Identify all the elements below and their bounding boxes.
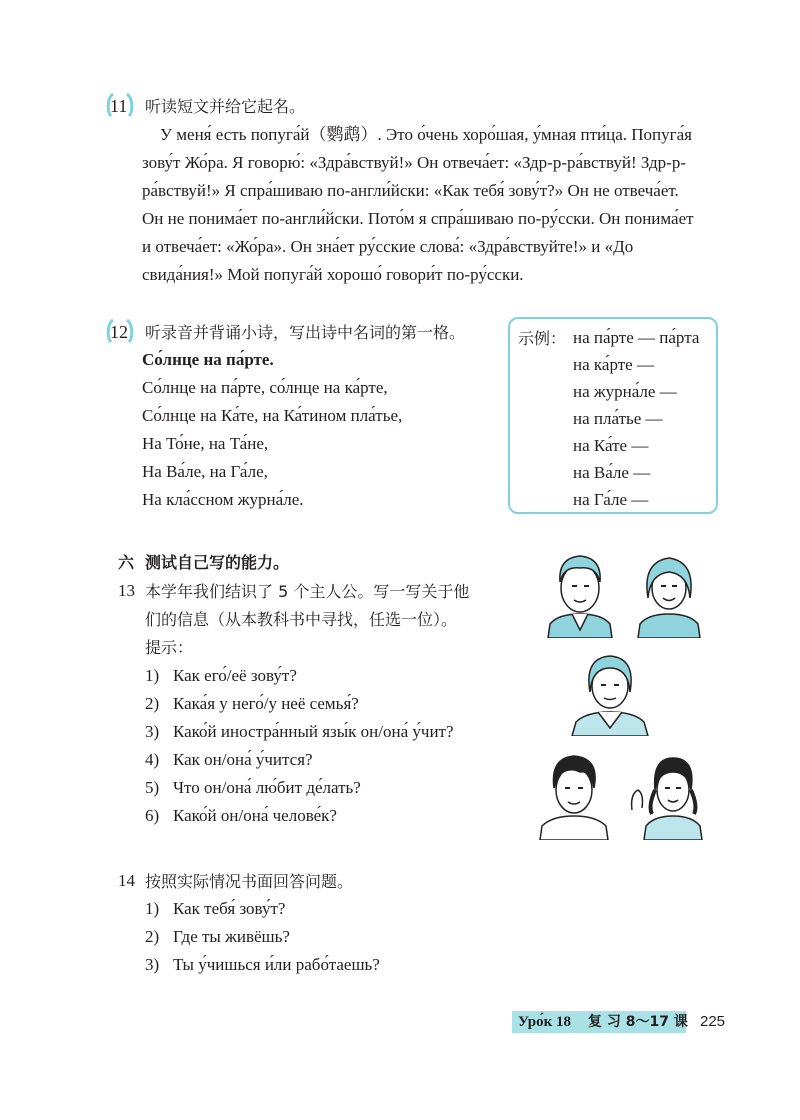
hint-label: 提示：: [145, 638, 194, 657]
poem-line: На То́не, на Та́не,: [142, 434, 269, 453]
example-line: на пла́тье —: [573, 409, 663, 428]
text-line: и отвеча́ет: «Жо́ра». Он зна́ет ру́сские слова́: «Здра́вствуйте!» и «До: [142, 237, 634, 256]
poem-line: Со́лнце на Ка́те, на Ка́тином пла́тье,: [142, 406, 403, 425]
question-number: 1): [145, 899, 160, 918]
text-line: Он не понима́ет по-англи́йски. Пото́м я спра́шиваю по-ру́сски. Он понима́ет: [142, 209, 694, 228]
question-number: 4): [145, 750, 160, 769]
exercise-11-number-badge: [105, 90, 135, 120]
exercise-12-number-badge: [105, 316, 135, 346]
exercise-13-instruction: 们的信息（从本教科书中寻找，任选一位）。: [145, 610, 458, 629]
poem-line: На кла́ссном журна́ле.: [142, 490, 304, 509]
poem-line: На Ва́ле, на Га́ле,: [142, 462, 268, 481]
example-line: на журна́ле —: [573, 382, 677, 401]
exercise-12-instruction: 听录音并背诵小诗，写出诗中名词的第一格。: [145, 323, 466, 342]
exercise-number: 12: [110, 322, 128, 342]
example-line: на па́рте — па́рта: [573, 328, 700, 347]
poem-line: Со́лнце на па́рте, со́лнце на ка́рте,: [142, 378, 388, 397]
section-number: 六: [118, 553, 135, 572]
character-man-illustration: [540, 548, 620, 638]
question-text: Како́й иностра́нный язы́к он/она́ у́чит?: [173, 722, 454, 741]
text-line: зову́т Жо́ра. Я говорю́: «Здра́вствуй!» Он отвеча́ет: «Здр-р-ра́вствуй! Здр-р-: [142, 153, 686, 172]
question-number: 3): [145, 955, 160, 974]
question-text: Кака́я у него́/у неё семья́?: [173, 694, 359, 713]
section-title: 测试自己写的能力。: [145, 553, 290, 572]
example-line: на Ка́те —: [573, 436, 649, 455]
exercise-13-number: 13: [118, 581, 135, 600]
question-text: Как тебя́ зову́т?: [173, 899, 286, 918]
example-line: на Ва́ле —: [573, 463, 651, 482]
character-boy-illustration: [534, 750, 614, 840]
text-line: свида́ния!» Мой попуга́й хорошо́ говори́т по-ру́сски.: [142, 265, 524, 284]
footer-lesson: Уро́к 18: [518, 1014, 572, 1030]
question-text: Как он/она́ у́чится?: [173, 750, 313, 769]
question-number: 3): [145, 722, 160, 741]
footer-review: 复 习 8～17 课: [588, 1014, 688, 1030]
character-woman-illustration: [632, 548, 707, 638]
question-text: Как его́/её зову́т?: [173, 666, 297, 685]
question-number: 6): [145, 806, 160, 825]
question-number: 2): [145, 694, 160, 713]
exercise-number: 11: [110, 96, 128, 116]
question-text: Что он/она́ лю́бит де́лать?: [173, 778, 361, 797]
exercise-14-number: 14: [118, 871, 135, 890]
page-number: 225: [700, 1013, 726, 1030]
text-line: ра́вствуй!» Я спра́шиваю по-англи́йски: «Как тебя́ зову́т?» Он не отвеча́ет.: [142, 181, 679, 200]
poem-title: Со́лнце на па́рте.: [142, 350, 274, 369]
example-label: 示例：: [518, 329, 567, 348]
character-older-woman-illustration: [568, 648, 653, 736]
question-text: Где ты живёшь?: [173, 927, 290, 946]
question-number: 1): [145, 666, 160, 685]
question-number: 2): [145, 927, 160, 946]
question-number: 5): [145, 778, 160, 797]
example-line: на ка́рте —: [573, 355, 654, 374]
question-text: Ты у́чишься и́ли рабо́таешь?: [173, 955, 380, 974]
example-line: на Га́ле —: [573, 490, 649, 509]
text-line: У меня́ есть попуга́й（鹦鹉）. Это о́чень хоро́шая, у́мная пти́ца. Попуга́я: [160, 125, 692, 144]
exercise-11-instruction: 听读短文并给它起名。: [145, 97, 306, 116]
character-girl-illustration: [628, 750, 710, 840]
exercise-13-instruction: 本学年我们结识了 5 个主人公。写一写关于他: [145, 582, 470, 601]
question-text: Како́й он/она́ челове́к?: [173, 806, 337, 825]
exercise-14-instruction: 按照实际情况书面回答问题。: [145, 872, 354, 891]
